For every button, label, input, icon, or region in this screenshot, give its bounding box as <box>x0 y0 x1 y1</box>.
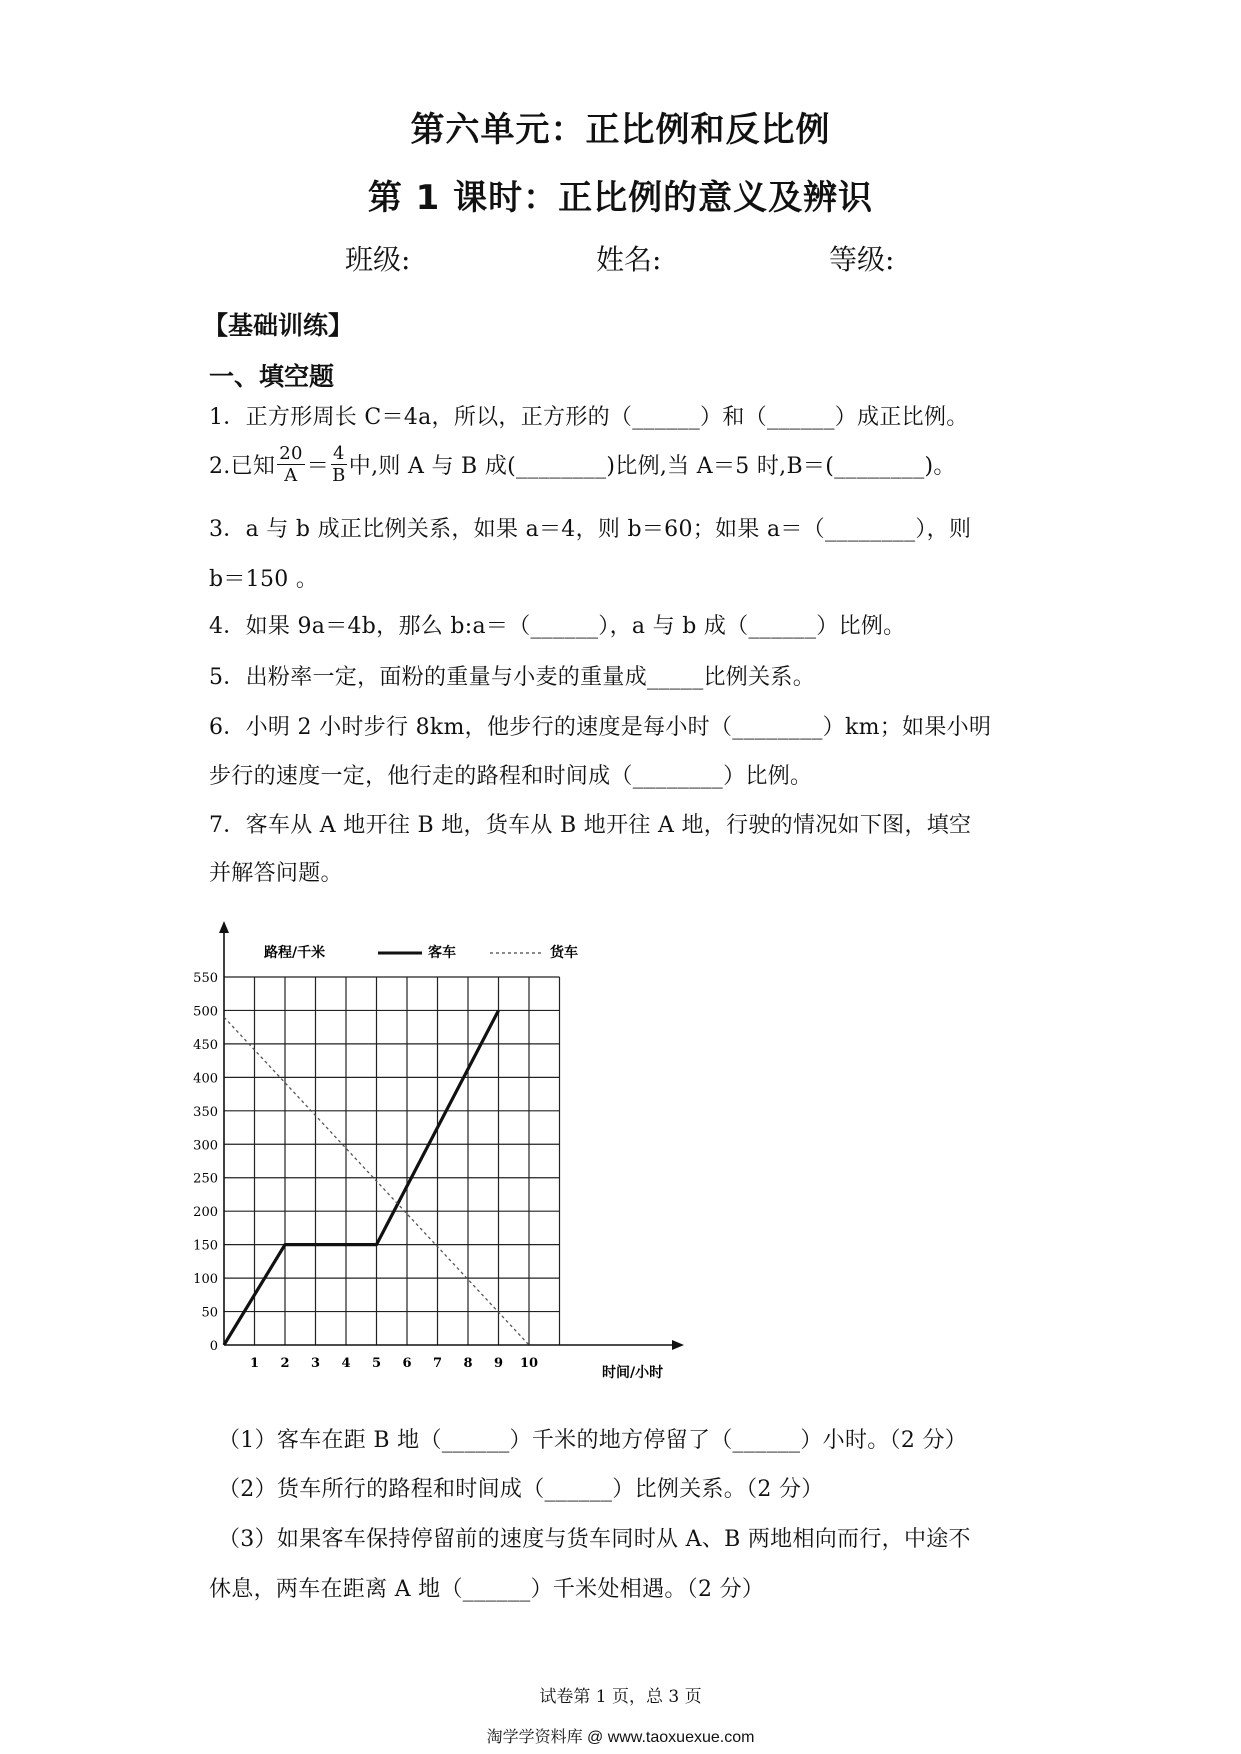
question-3-line-2: b＝150 。 <box>209 567 319 592</box>
x-tick-label: 9 <box>493 1356 504 1371</box>
q2-suffix: 中,则 A 与 B 成(________)比例,当 A＝5 时,B＝(________)。 <box>348 454 956 479</box>
y-axis-arrow <box>219 921 229 933</box>
lesson-title: 第 1 课时：正比例的意义及辨识 <box>367 178 874 218</box>
section-heading: 【基础训练】 <box>203 311 354 340</box>
y-tick-label: 550 <box>193 971 218 986</box>
y-tick-label: 400 <box>193 1071 218 1087</box>
fraction-denominator: A <box>284 465 298 486</box>
question-2 <box>209 443 956 486</box>
y-tick-label: 500 <box>193 1004 218 1020</box>
sub-question-2: （2）货车所行的路程和时间成（______）比例关系。（2 分） <box>218 1477 824 1502</box>
x-tick-label: 4 <box>341 1356 351 1371</box>
question-4: 4．如果 9a＝4b，那么 b:a＝（______），a 与 b 成（______）比例。 <box>209 614 906 639</box>
y-tick-label: 50 <box>201 1305 218 1321</box>
q2-equals: ＝ <box>306 454 330 479</box>
name-label: 姓名: <box>596 243 662 276</box>
x-axis-label: 时间/小时 <box>602 1365 664 1381</box>
y-tick-label: 100 <box>193 1272 218 1288</box>
grade-label: 等级: <box>829 243 895 276</box>
question-6-line-2: 步行的速度一定，他行走的路程和时间成（________）比例。 <box>209 764 813 789</box>
x-tick-label: 10 <box>519 1356 539 1371</box>
watermark: 淘学学资料库 @ www.taoxuexue.com <box>486 1729 755 1746</box>
fraction-20-over-a <box>277 443 305 486</box>
x-axis-arrow <box>672 1340 684 1350</box>
y-tick-label: 200 <box>193 1205 218 1221</box>
question-6-line-1: 6．小明 2 小时步行 8km，他步行的速度是每小时（________）km；如果小明 <box>209 715 992 740</box>
class-label: 班级: <box>345 243 411 276</box>
question-1: 1．正方形周长 C＝4a，所以，正方形的（______）和（______）成正比例。 <box>209 405 969 430</box>
x-tick-label: 2 <box>280 1356 290 1371</box>
fraction-denominator: B <box>332 465 346 486</box>
sub-question-1: （1）客车在距 B 地（______）千米的地方停留了（______）小时。（2 分） <box>218 1428 968 1453</box>
fraction-numerator: 4 <box>333 443 345 464</box>
question-3-line-1: 3．a 与 b 成正比例关系，如果 a＝4，则 b＝60；如果 a＝（________），则 <box>209 517 972 542</box>
section-subheading: 一、填空题 <box>209 362 335 391</box>
fraction-4-over-b <box>331 443 347 486</box>
unit-title: 第六单元：正比例和反比例 <box>410 110 831 150</box>
sub-question-3-line-1: （3）如果客车保持停留前的速度与货车同时从 A、B 两地相向而行，中途不 <box>218 1527 971 1552</box>
chart-legend <box>264 944 578 961</box>
question-7-line-1: 7．客车从 A 地开往 B 地，货车从 B 地开往 A 地，行驶的情况如下图，填空 <box>209 813 972 838</box>
x-tick-label: 7 <box>432 1356 443 1371</box>
y-tick-label: 0 <box>209 1339 218 1354</box>
y-tick-label: 150 <box>193 1238 218 1254</box>
x-tick-label: 1 <box>249 1356 260 1371</box>
q2-prefix: 2.已知 <box>209 454 276 479</box>
fraction-numerator: 20 <box>279 443 303 464</box>
y-axis-label: 路程/千米 <box>264 945 326 961</box>
y-tick-label: 300 <box>193 1138 218 1154</box>
question-7-line-2: 并解答问题。 <box>209 861 343 886</box>
y-tick-label: 250 <box>193 1171 218 1187</box>
y-tick-label: 350 <box>193 1104 218 1120</box>
question-5: 5．出粉率一定，面粉的重量与小麦的重量成_____比例关系。 <box>209 665 815 690</box>
sub-question-3-line-2: 休息，两车在距离 A 地（______）千米处相遇。（2 分） <box>209 1577 765 1602</box>
chart-grid <box>224 977 560 1345</box>
page-info: 试卷第 1 页，总 3 页 <box>539 1687 702 1707</box>
legend-label-truck: 货车 <box>550 945 578 961</box>
chart-axes <box>219 921 684 1350</box>
x-tick-label: 3 <box>310 1356 321 1371</box>
distance-time-chart <box>193 915 700 1385</box>
legend-label-bus: 客车 <box>428 945 456 961</box>
x-tick-label: 6 <box>402 1356 412 1371</box>
x-tick-label: 5 <box>371 1356 382 1371</box>
y-tick-label: 450 <box>193 1037 218 1053</box>
x-tick-label: 8 <box>463 1356 473 1371</box>
